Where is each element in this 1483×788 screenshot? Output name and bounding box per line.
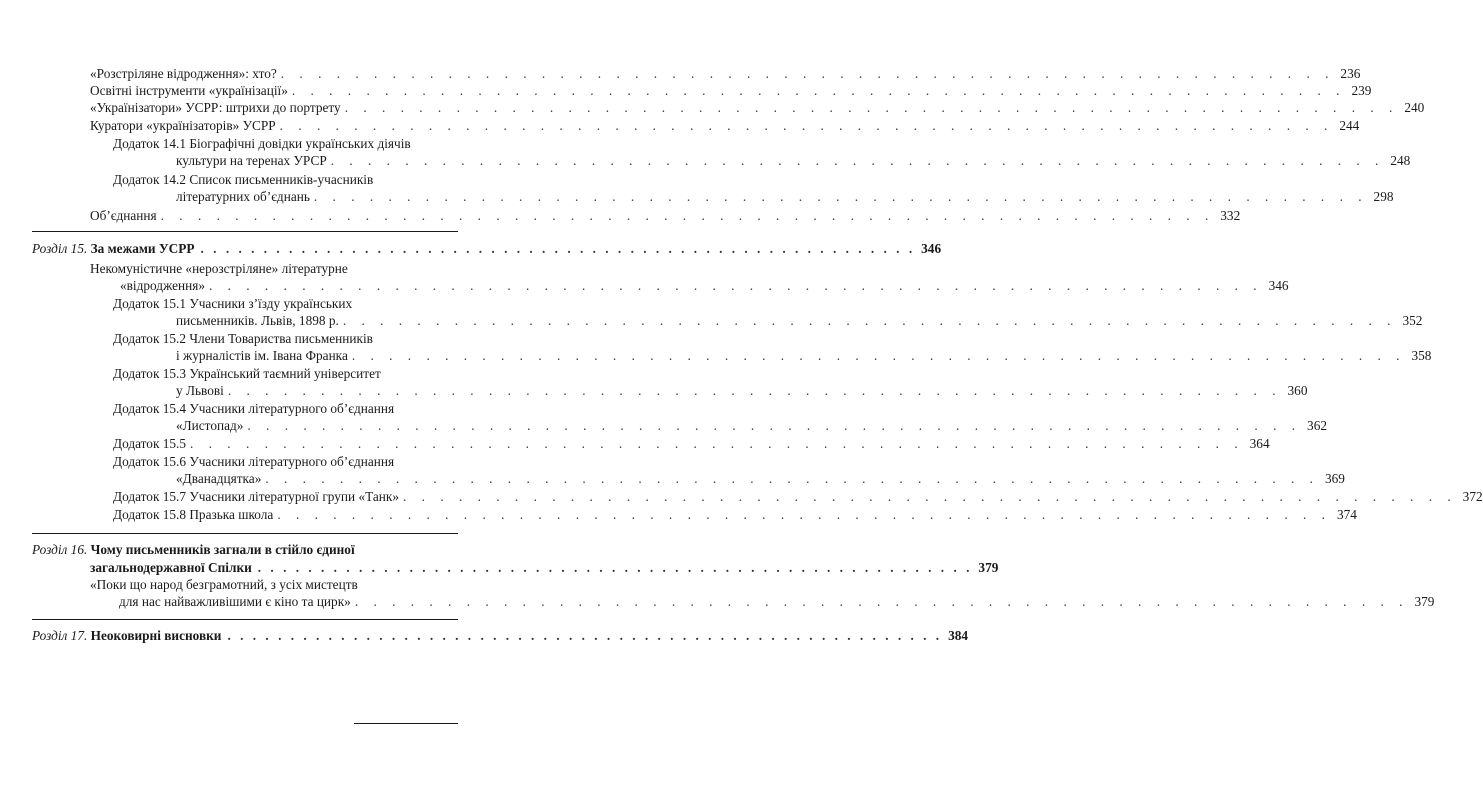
entry-title: Додаток 15.7 Учасники літературної групи «Танк» — [113, 489, 400, 504]
section-17-heading — [32, 627, 969, 645]
entry-title: у Львові — [176, 383, 224, 398]
appendix-15-5 — [113, 435, 1270, 453]
dot-leader: . . . . . . . . . . . . . . . . . . . . . . . . . . . . . . . . . . . . . . . . . . . . . . . . . . . . . . . . . — [265, 471, 1319, 486]
page-number: 379 — [978, 560, 999, 575]
section-number: Розділ 17. — [32, 628, 88, 643]
entry-title: Додаток 15.8 Празька школа — [113, 507, 274, 522]
section-divider — [32, 619, 458, 620]
s15-a1-line1: Додаток 15.1 Учасники з’їзду українських — [113, 296, 353, 311]
dot-leader: . . . . . . . . . . . . . . . . . . . . . . . . . . . . . . . . . . . . . . . . . . . . . . . . . . . . . . . . . — [291, 83, 1346, 98]
s15-a4-line1: Додаток 15.4 Учасники літературного об’єднання — [113, 401, 395, 416]
dot-leader: . . . . . . . . . . . . . . . . . . . . . . . . . . . . . . . . . . . . . . . . . . . . . . . . . . . . . . . . . — [160, 208, 1215, 223]
toc-entry — [90, 82, 1372, 100]
entry-title: для нас найважливішими є кіно та цирк» — [119, 594, 351, 609]
entry-title: Додаток 15.5 — [113, 436, 186, 451]
s15-intro — [120, 277, 1289, 295]
page-number: 360 — [1287, 383, 1308, 398]
page-number: 248 — [1390, 153, 1411, 168]
dot-leader: . . . . . . . . . . . . . . . . . . . . . . . . . . . . . . . . . . . . . . . . . . . . . . . . . . . . . . . . . — [351, 348, 1406, 363]
s15-a6-line1: Додаток 15.6 Учасники літературного об’єднання — [113, 454, 395, 469]
s16-intro-line1: «Поки що народ безграмотний, з усіх мистецтв — [90, 577, 358, 592]
dot-leader: . . . . . . . . . . . . . . . . . . . . . . . . . . . . . . . . . . . . . . . . . . . . . . . . . . . . . . . . . — [344, 100, 1399, 115]
s16-intro — [119, 593, 1435, 611]
appendix-14-1 — [176, 152, 1411, 170]
section-number: Розділ 16. — [32, 542, 88, 557]
section-divider — [32, 231, 458, 232]
page-number: 374 — [1336, 507, 1357, 522]
page-number: 362 — [1307, 418, 1327, 433]
s15-a3-line1: Додаток 15.3 Український таємний університет — [113, 366, 381, 381]
page-number: 346 — [921, 241, 942, 256]
page-number: 352 — [1402, 313, 1423, 328]
entry-title: і журналістів ім. Івана Франка — [176, 348, 348, 363]
page-number: 372 — [1462, 489, 1483, 504]
dot-leader: . . . . . . . . . . . . . . . . . . . . . . . . . . . . . . . . . . . . . . . . . . . . . . . . . . . . . . . . . — [280, 66, 1335, 81]
page-number: 379 — [1414, 594, 1435, 609]
page-number: 332 — [1220, 208, 1241, 223]
dot-leader: . . . . . . . . . . . . . . . . . . . . . . . . . . . . . . . . . . . . . . . . . . . . . . . . . . . . . . . . . — [257, 560, 973, 575]
page-number: 384 — [948, 628, 969, 643]
entry-title: «Дванадцятка» — [176, 471, 262, 486]
section-15-heading — [32, 240, 942, 258]
footer-rule — [354, 723, 458, 724]
entry-title: письменників. Львів, 1898 р. — [176, 313, 339, 328]
page-number: 346 — [1268, 278, 1289, 293]
s15-intro-line1: Некомуністичне «нерозстріляне» літературне — [90, 261, 348, 276]
dot-leader: . . . . . . . . . . . . . . . . . . . . . . . . . . . . . . . . . . . . . . . . . . . . . . . . . . . . . . . . . — [200, 241, 916, 256]
page-number: 244 — [1339, 118, 1360, 133]
dot-leader: . . . . . . . . . . . . . . . . . . . . . . . . . . . . . . . . . . . . . . . . . . . . . . . . . . . . . . . . . — [403, 489, 1457, 504]
page-number: 240 — [1404, 100, 1425, 115]
entry-title: «Листопад» — [176, 418, 244, 433]
dot-leader: . . . . . . . . . . . . . . . . . . . . . . . . . . . . . . . . . . . . . . . . . . . . . . . . . . . . . . . . . — [190, 436, 1244, 451]
appendix-15-7 — [113, 488, 1483, 506]
toc-entry — [90, 207, 1241, 225]
section-divider — [32, 533, 458, 534]
dot-leader: . . . . . . . . . . . . . . . . . . . . . . . . . . . . . . . . . . . . . . . . . . . . . . . . . . . . . . . . . — [227, 628, 943, 643]
dot-leader: . . . . . . . . . . . . . . . . . . . . . . . . . . . . . . . . . . . . . . . . . . . . . . . . . . . . . . . . . — [342, 313, 1397, 328]
dot-leader: . . . . . . . . . . . . . . . . . . . . . . . . . . . . . . . . . . . . . . . . . . . . . . . . . . . . . . . . . — [313, 189, 1368, 204]
dot-leader: . . . . . . . . . . . . . . . . . . . . . . . . . . . . . . . . . . . . . . . . . . . . . . . . . . . . . . . . . — [277, 507, 1331, 522]
section-16-heading — [90, 559, 999, 577]
dot-leader: . . . . . . . . . . . . . . . . . . . . . . . . . . . . . . . . . . . . . . . . . . . . . . . . . . . . . . . . . — [354, 594, 1409, 609]
page-number: 239 — [1351, 83, 1372, 98]
section-title: Неоковирні висновки — [90, 628, 222, 643]
dot-leader: . . . . . . . . . . . . . . . . . . . . . . . . . . . . . . . . . . . . . . . . . . . . . . . . . . . . . . . . . — [247, 418, 1302, 433]
entry-title: Освітні інструменти «українізації» — [90, 83, 288, 98]
page-number: 298 — [1373, 189, 1394, 204]
entry-title: культури на теренах УРСР — [176, 153, 327, 168]
dot-leader: . . . . . . . . . . . . . . . . . . . . . . . . . . . . . . . . . . . . . . . . . . . . . . . . . . . . . . . . . — [330, 153, 1385, 168]
entry-title: Куратори «українізаторів» УСРР — [90, 118, 276, 133]
appendix-15-8 — [113, 506, 1357, 524]
page-number: 236 — [1340, 66, 1361, 81]
appendix-14-2-line1: Додаток 14.2 Список письменників-учасників — [113, 172, 374, 187]
entry-title: літературних об’єднань — [176, 189, 310, 204]
toc-entry — [90, 117, 1360, 135]
page-number: 358 — [1411, 348, 1432, 363]
appendix-15-4 — [176, 417, 1327, 435]
entry-title: «Розстріляне відродження»: хто? — [90, 66, 277, 81]
section-title: За межами УСРР — [90, 241, 195, 256]
page-number: 364 — [1249, 436, 1270, 451]
appendix-14-1-line1: Додаток 14.1 Біографічні довідки українських діячів — [113, 136, 411, 151]
entry-title: «Українізатори» УСРР: штрихи до портрету — [90, 100, 341, 115]
dot-leader: . . . . . . . . . . . . . . . . . . . . . . . . . . . . . . . . . . . . . . . . . . . . . . . . . . . . . . . . . — [208, 278, 1263, 293]
appendix-15-2 — [176, 347, 1432, 365]
entry-title: Об’єднання — [90, 208, 157, 223]
toc-entry — [90, 99, 1425, 117]
dot-leader: . . . . . . . . . . . . . . . . . . . . . . . . . . . . . . . . . . . . . . . . . . . . . . . . . . . . . . . . . — [227, 383, 1282, 398]
appendix-15-6 — [176, 470, 1345, 488]
entry-title: «відродження» — [120, 278, 205, 293]
appendix-15-1 — [176, 312, 1423, 330]
section-title: Чому письменників загнали в стійло єдиної — [90, 542, 355, 557]
page-number: 369 — [1325, 471, 1345, 486]
appendix-15-3 — [176, 382, 1308, 400]
section-16-heading-line1 — [32, 541, 355, 559]
section-number: Розділ 15. — [32, 241, 88, 256]
dot-leader: . . . . . . . . . . . . . . . . . . . . . . . . . . . . . . . . . . . . . . . . . . . . . . . . . . . . . . . . . — [279, 118, 1334, 133]
section-title-cont: загальнодержавної Спілки — [90, 560, 252, 575]
s15-a2-line1: Додаток 15.2 Члени Товариства письменників — [113, 331, 373, 346]
toc-entry — [90, 65, 1361, 83]
appendix-14-2 — [176, 188, 1394, 206]
